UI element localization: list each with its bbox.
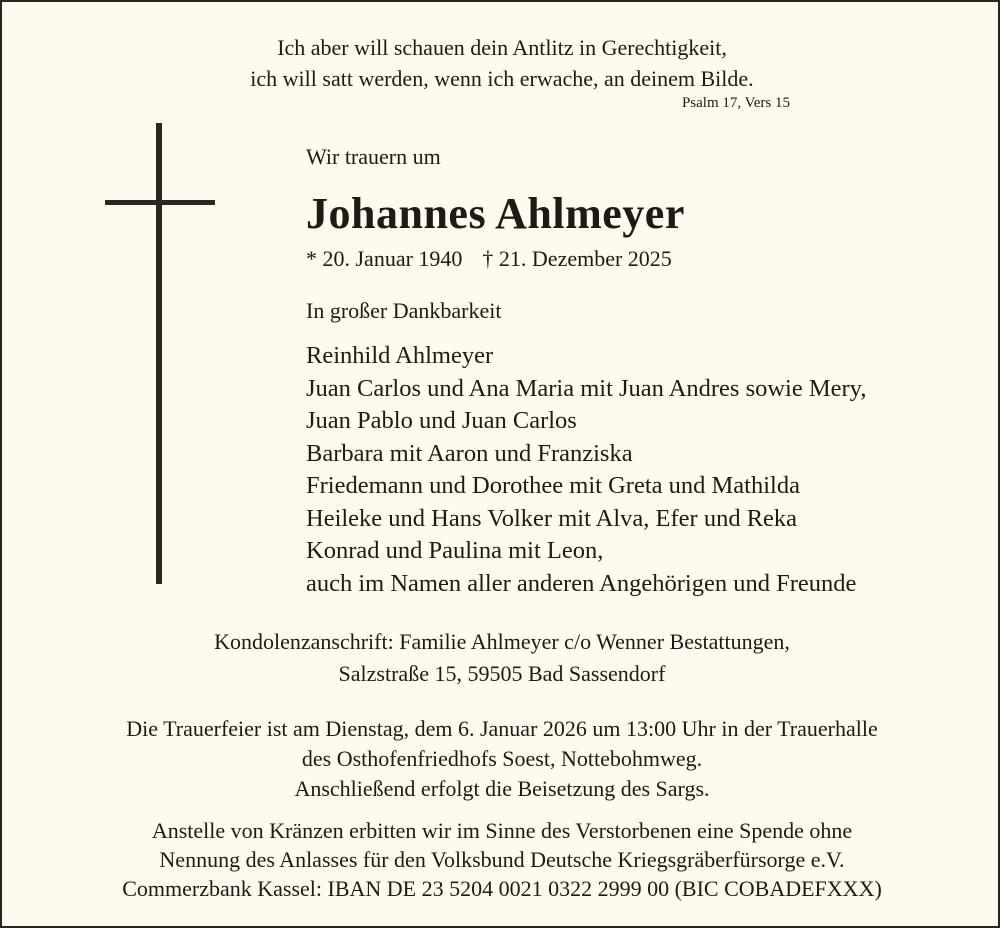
mourner-line: Juan Pablo und Juan Carlos: [306, 407, 577, 434]
funeral-line-1: Die Trauerfeier ist am Dienstag, dem 6. Januar 2026 um 13:00 Uhr in der Trauerhalle: [126, 716, 878, 741]
mourner-line: auch im Namen aller anderen Angehörigen und Freunde: [306, 569, 857, 597]
life-dates: [306, 246, 672, 272]
mourner-line: Heileke und Hans Volker mit Alva, Efer und Reka: [306, 504, 798, 532]
donation-line-2: Nennung des Anlasses für den Volksbund Deutsche Kriegsgräberfürsorge e.V.: [159, 847, 845, 872]
verse-reference: Psalm 17, Vers 15: [681, 95, 790, 111]
intro-text: Wir trauern um: [306, 144, 441, 169]
funeral-line-2: des Osthofenfriedhofs Soest, Nottebohmweg.: [301, 746, 703, 771]
deceased-name: Johannes Ahlmeyer: [306, 189, 685, 238]
birth-date: * 20. Januar 1940: [306, 246, 463, 271]
donation-line-1: Anstelle von Kränzen erbitten wir im Sinne des Verstorbenen eine Spende ohne: [151, 818, 853, 843]
funeral-line-3: Anschließend erfolgt die Beisetzung des Sargs.: [294, 776, 710, 801]
condolence-address: [2, 626, 1000, 690]
bank-details: Commerzbank Kassel: IBAN DE 23 5204 0021 0322 2999 00 (BIC COBADEFXXX): [122, 876, 882, 901]
mourner-line: Konrad und Paulina mit Leon,: [306, 537, 604, 564]
mourner-line: Reinhild Ahlmeyer: [306, 342, 494, 369]
mourner-line: Barbara mit Aaron und Franziska: [306, 439, 633, 467]
condolence-line-1: Kondolenzanschrift: Familie Ahlmeyer c/o Wenner Bestattungen,: [214, 629, 790, 654]
death-date: † 21. Dezember 2025: [482, 246, 672, 271]
mourners-list: [306, 340, 866, 600]
cross-vertical-bar: [156, 123, 162, 584]
funeral-info: [2, 714, 1000, 804]
thanks-text: In großer Dankbarkeit: [306, 298, 502, 323]
mourner-line: Juan Carlos und Ana Maria mit Juan Andres sowie Mery,: [306, 374, 867, 402]
donation-info: [2, 816, 1000, 903]
cross-horizontal-bar: [105, 200, 215, 205]
psalm-verse: [2, 32, 1000, 94]
condolence-line-2: Salzstraße 15, 59505 Bad Sassendorf: [338, 661, 666, 686]
verse-line-1: Ich aber will schauen dein Antlitz in Gerechtigkeit,: [277, 35, 727, 60]
verse-line-2: ich will satt werden, wenn ich erwache, an deinem Bilde.: [250, 66, 754, 91]
mourner-line: Friedemann und Dorothee mit Greta und Mathilda: [306, 472, 800, 499]
